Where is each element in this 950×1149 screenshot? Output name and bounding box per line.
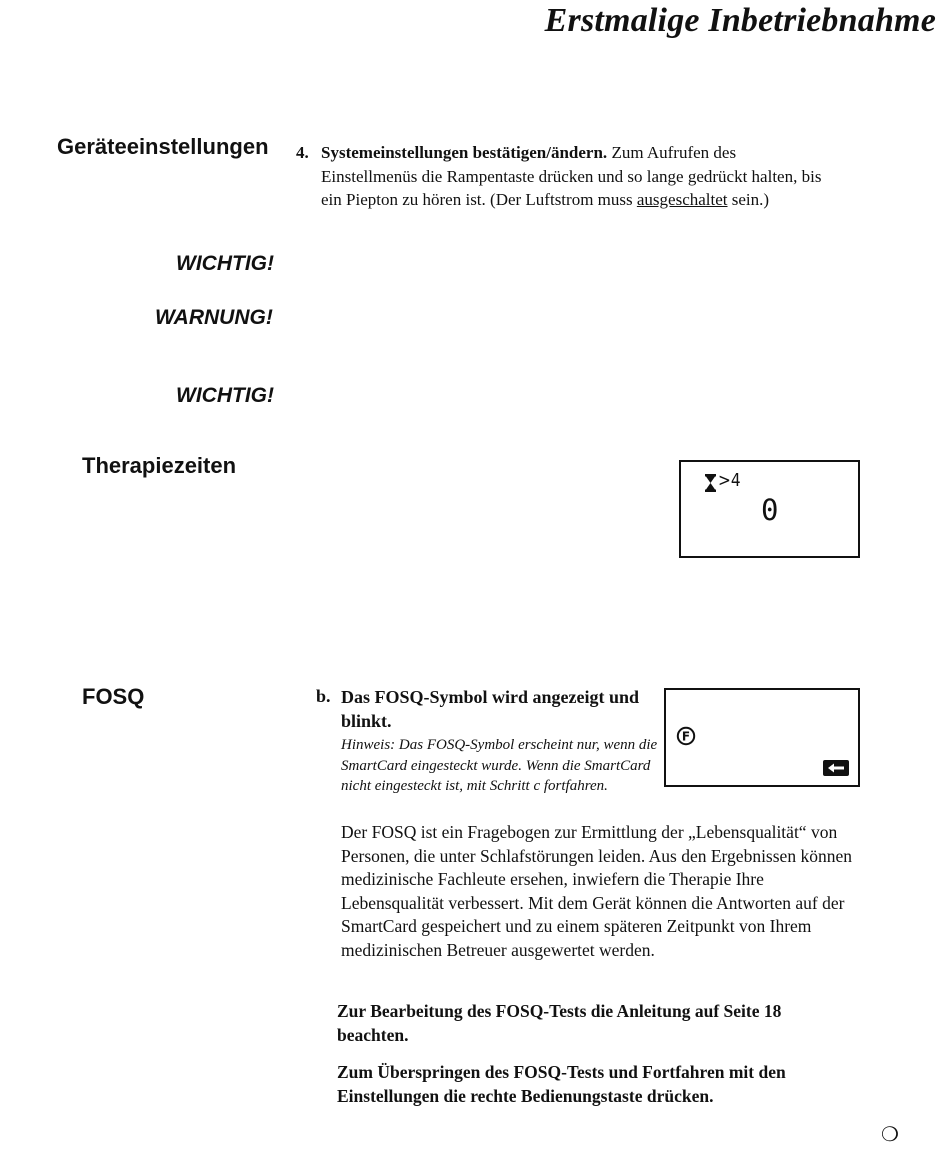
step-number: 4. <box>296 143 309 162</box>
svg-text:F: F <box>681 729 691 744</box>
lcd-display-fosq <box>664 688 860 787</box>
chapter-title: Erstmalige Inbetriebnahme <box>544 2 936 39</box>
section-heading-therapiezeiten: Therapiezeiten <box>82 453 237 478</box>
step-4-underlined: ausgeschaltet <box>636 190 728 209</box>
back-arrow-icon <box>823 760 849 781</box>
callout-wichtig-2: WICHTIG! <box>176 384 274 407</box>
section-heading-geraeteeinstellungen: Geräteeinstellungen <box>57 134 269 159</box>
step-b-heading: Das FOSQ-Symbol wird angezeigt und blinkt. <box>341 687 640 731</box>
step-4-heading: Systemeinstellungen bestätigen/ändern. <box>321 143 608 162</box>
section-heading-fosq: FOSQ <box>82 684 145 709</box>
lcd-indicator: >4 <box>718 470 741 491</box>
hourglass-icon <box>705 474 716 497</box>
lcd-display-therapiezeiten <box>679 460 860 558</box>
step-4-body-end: sein.) <box>727 190 770 209</box>
callout-warnung: WARNUNG! <box>155 306 273 329</box>
lcd-digit: 0 <box>761 493 779 527</box>
fosq-symbol-icon <box>676 726 696 751</box>
step-4-body: Zum Aufrufen des Einstellmenüs die Rampentaste drücken und so lange gedrückt halten, bis ein Piepton zu hören ist. (Der Luftstrom muss <box>321 143 822 209</box>
page-marker: ❍ <box>881 1122 899 1146</box>
fosq-instruction-skip: Zum Überspringen des FOSQ-Tests und Fortfahren mit den Einstellungen die rechte Bedienungstaste drücken. <box>337 1062 786 1106</box>
step-4-text <box>321 141 831 212</box>
step-letter: b. <box>316 686 331 706</box>
step-b-note: Hinweis: Das FOSQ-Symbol erscheint nur, wenn die SmartCard eingesteckt wurde. Wenn die SmartCard nicht eingesteckt ist, mit Schritt c fortfahren. <box>341 737 658 794</box>
callout-wichtig-1: WICHTIG! <box>176 252 274 275</box>
fosq-description: Der FOSQ ist ein Fragebogen zur Ermittlung der „Lebensqualität“ von Personen, die unter Schlafstörungen leiden. Aus den Ergebnissen können medizinische Fachleute ersehen, inwiefern die Therapie Ihre Lebensqualität verbessert. Mit dem Gerät können die Antworten auf der SmartCard gespeichert und zu einem späteren Zeitpunkt von Ihrem medizinischen Betreuer ausgewertet werden. <box>341 822 852 960</box>
fosq-instruction-edit: Zur Bearbeitung des FOSQ-Tests die Anleitung auf Seite 18 beachten. <box>337 1001 782 1045</box>
